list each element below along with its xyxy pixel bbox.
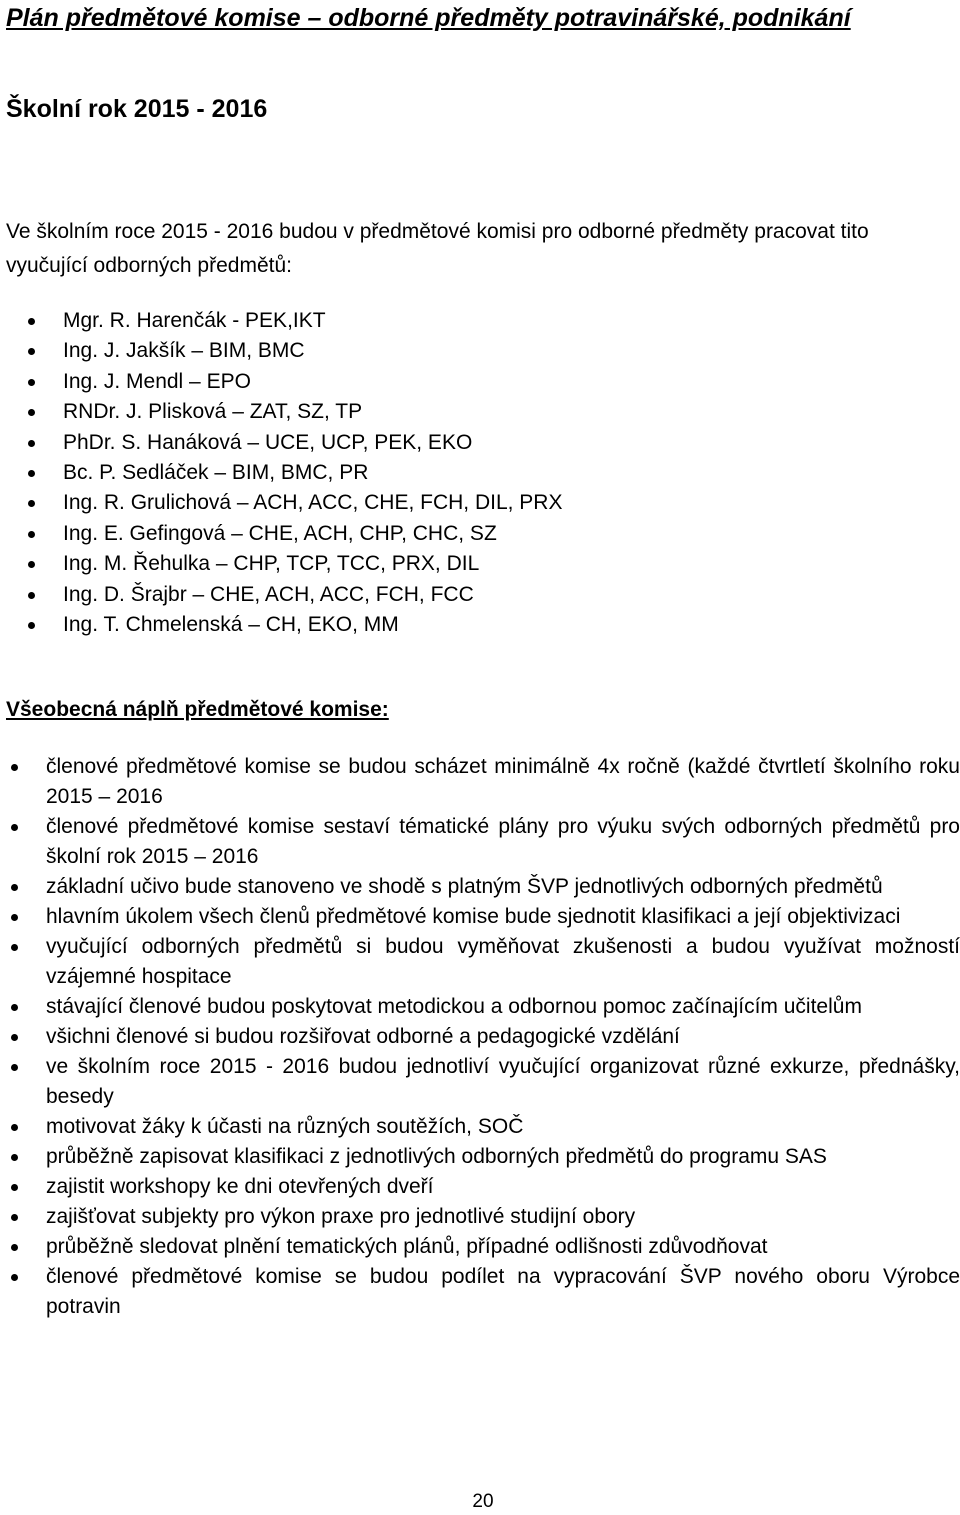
- list-item: [28, 580, 562, 610]
- list-item: [9, 1202, 960, 1232]
- list-item: [9, 1232, 960, 1262]
- teacher-entry: Ing. R. Grulichová – ACH, ACC, CHE, FCH, DIL, PRX: [63, 491, 563, 515]
- list-item: [28, 367, 562, 397]
- duty-text: motivovat žáky k účasti na různých soutěžích, SOČ: [46, 1115, 524, 1138]
- teacher-entry: Mgr. R. Harenčák - PEK,IKT: [63, 309, 326, 332]
- list-item: [28, 397, 562, 427]
- page-number: 20: [472, 1491, 494, 1512]
- list-item: [9, 1022, 960, 1052]
- duty-text: hlavním úkolem všech členů předmětové komise bude sjednotit klasifikaci a její objektivizaci: [46, 905, 901, 928]
- list-item: [28, 306, 562, 336]
- duty-text: zajišťovat subjekty pro výkon praxe pro jednotlivé studijní obory: [46, 1205, 636, 1228]
- list-item: [9, 1262, 960, 1322]
- list-item: [28, 519, 562, 549]
- bullet-icon: [11, 914, 18, 921]
- bullet-icon: [11, 1244, 18, 1251]
- bullet-icon: [28, 409, 35, 416]
- duty-text: průběžně sledovat plnění tematických plánů, případné odlišnosti zdůvodňovat: [46, 1235, 768, 1258]
- duty-text: základní učivo bude stanoveno ve shodě s platným ŠVP jednotlivých odborných předmětů: [46, 875, 883, 898]
- list-item: [9, 902, 960, 932]
- teacher-entry: PhDr. S. Hanáková – UCE, UCP, PEK, EKO: [63, 430, 473, 454]
- intro-paragraph: Ve školním roce 2015 - 2016 budou v předmětové komisi pro odborné předměty pracovat tito vyučující odborných předmětů:: [6, 220, 869, 277]
- duty-text: členové předmětové komise se budou podílet na vypracování ŠVP nového oboru Výrobce potravin: [46, 1265, 960, 1318]
- bullet-icon: [11, 1214, 18, 1221]
- list-item: [9, 1172, 960, 1202]
- duty-text: zajistit workshopy ke dni otevřených dveří: [46, 1175, 434, 1198]
- bullet-icon: [11, 1154, 18, 1161]
- bullet-icon: [11, 944, 18, 951]
- bullet-icon: [11, 824, 18, 831]
- bullet-icon: [11, 1184, 18, 1191]
- teacher-entry: Ing. E. Gefingová – CHE, ACH, CHP, CHC, SZ: [63, 521, 497, 545]
- list-item: [28, 488, 562, 518]
- bullet-icon: [28, 440, 35, 447]
- duty-text: všichni členové si budou rozšiřovat odborné a pedagogické vzdělání: [46, 1025, 680, 1048]
- list-item: [9, 872, 960, 902]
- list-item: [28, 336, 562, 366]
- bullet-icon: [11, 884, 18, 891]
- list-item: [28, 458, 562, 488]
- teacher-entry: RNDr. J. Plisková – ZAT, SZ, TP: [63, 400, 363, 424]
- duty-text: stávající členové budou poskytovat metodickou a odbornou pomoc začínajícím učitelům: [46, 995, 862, 1018]
- list-item: [9, 1142, 960, 1172]
- list-item: [9, 812, 960, 872]
- bullet-icon: [28, 561, 35, 568]
- bullet-icon: [28, 531, 35, 538]
- bullet-icon: [28, 318, 35, 325]
- list-item: [9, 752, 960, 812]
- bullet-icon: [11, 1004, 18, 1011]
- bullet-icon: [11, 1124, 18, 1131]
- page-title: Plán předmětové komise – odborné předměty potravinářské, podnikání: [6, 4, 851, 32]
- teacher-entry: Ing. T. Chmelenská – CH, EKO, MM: [63, 612, 399, 636]
- bullet-icon: [28, 379, 35, 386]
- bullet-icon: [11, 1064, 18, 1071]
- bullet-icon: [28, 622, 35, 629]
- bullet-icon: [28, 348, 35, 355]
- list-item: [9, 1052, 960, 1112]
- teacher-entry: Bc. P. Sedláček – BIM, BMC, PR: [63, 460, 369, 484]
- list-item: [28, 549, 562, 579]
- list-item: [28, 610, 562, 640]
- duties-list: [9, 752, 960, 1322]
- teacher-entry: Ing. M. Řehulka – CHP, TCP, TCC, PRX, DIL: [63, 552, 480, 576]
- teacher-list: [28, 306, 562, 640]
- bullet-icon: [11, 1274, 18, 1281]
- section-heading: Všeobecná náplň předmětové komise:: [6, 698, 389, 721]
- duty-text: členové předmětové komise se budou scházet minimálně 4x ročně (každé čtvrtletí školního roku 2015 – 2016: [46, 755, 960, 808]
- duty-text: ve školním roce 2015 - 2016 budou jednotliví vyučující organizovat různé exkurze, přednášky, besedy: [46, 1055, 960, 1108]
- teacher-entry: Ing. J. Mendl – EPO: [63, 369, 251, 393]
- bullet-icon: [11, 1034, 18, 1041]
- list-item: [9, 992, 960, 1022]
- teacher-entry: Ing. D. Šrajbr – CHE, ACH, ACC, FCH, FCC: [63, 582, 474, 606]
- duty-text: členové předmětové komise sestaví tématické plány pro výuku svých odborných předmětů pro školní rok 2015 – 2016: [46, 815, 960, 868]
- list-item: [28, 428, 562, 458]
- bullet-icon: [28, 470, 35, 477]
- list-item: [9, 932, 960, 992]
- teacher-entry: Ing. J. Jakšík – BIM, BMC: [63, 339, 305, 363]
- duty-text: průběžně zapisovat klasifikaci z jednotlivých odborných předmětů do programu SAS: [46, 1145, 827, 1168]
- duty-text: vyučující odborných předmětů si budou vyměňovat zkušenosti a budou využívat možností vzájemné hospitace: [46, 935, 960, 988]
- school-year-heading: Školní rok 2015 - 2016: [6, 95, 268, 123]
- bullet-icon: [28, 592, 35, 599]
- list-item: [9, 1112, 960, 1142]
- bullet-icon: [28, 500, 35, 507]
- bullet-icon: [11, 764, 18, 771]
